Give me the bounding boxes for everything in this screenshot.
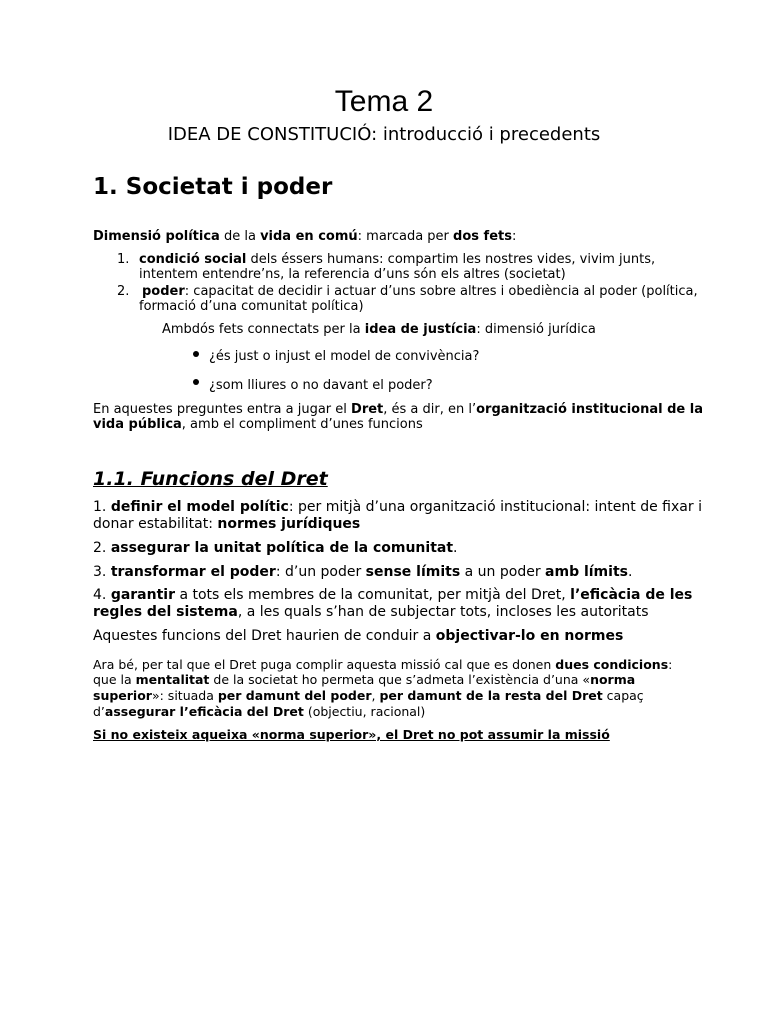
conditions-text: capaç [602, 688, 644, 703]
list-item-bold: condició social [139, 252, 247, 267]
conditions-text: (objectiu, racional) [303, 704, 426, 719]
conditions-bold: norma [590, 672, 636, 687]
conditions-bold: per damunt de la resta del Dret [379, 688, 603, 703]
conditions-text: de la societat ho permeta que s’admeta l’existència d’una « [209, 672, 591, 687]
function-item-4-continuation [93, 604, 649, 620]
section-heading-societat-poder: 1. Societat i poder [93, 174, 333, 200]
para-bold-vida-publica: vida pública [93, 417, 182, 432]
conditions-text: , [371, 688, 380, 703]
conditions-text: »: situada [151, 688, 218, 703]
conditions-text: : [668, 657, 673, 672]
bullet-dot-icon [193, 351, 199, 357]
function-text: a tots els membres de la comunitat, per mitjà del Dret, [175, 587, 571, 603]
para-text: , amb el compliment d’unes funcions [181, 417, 423, 432]
function-bold: normes jurídiques [217, 516, 361, 532]
para-bold-dret: Dret [351, 402, 384, 417]
conditions-bold: per damunt del poder [217, 688, 372, 703]
connected-text: : dimensió jurídica [476, 322, 596, 337]
function-text: : per mitjà d’una organització institucional: intent de fixar i [288, 499, 702, 515]
function-number: 1. [93, 499, 111, 515]
function-bold: transformar el poder [110, 564, 276, 580]
para-text: , és a dir, en l’ [383, 402, 477, 417]
conditions-text: Ara bé, per tal que el Dret puga complir aquesta missió cal que es donen [93, 657, 556, 672]
conditions-line3 [93, 688, 644, 703]
section-heading-funcions-dret: 1.1. Funcions del Dret [93, 468, 328, 490]
list-item-bold: poder [142, 284, 185, 299]
conditions-text: d’ [93, 704, 105, 719]
conditions-line4 [93, 704, 425, 719]
questions-paragraph-line2 [93, 417, 423, 432]
conclusion-bold: objectivar-lo en normes [435, 628, 624, 644]
list-item-number: 2. [117, 284, 130, 299]
function-item-3 [93, 564, 632, 580]
intro-bold-fets: dos fets [453, 229, 512, 244]
intro-text: : marcada per [357, 229, 454, 244]
conditions-bold: assegurar l’eficàcia del Dret [104, 704, 304, 719]
list-item-continuation: intentem entendre’ns, la referencia d’uns són els altres (societat) [139, 267, 566, 282]
function-text: : d’un poder [275, 564, 366, 580]
para-text: En aquestes preguntes entra a jugar el [93, 402, 352, 417]
conclusion-line [93, 628, 623, 644]
list-item [142, 284, 698, 299]
conclusion-text: Aquestes funcions del Dret haurien de conduir a [93, 628, 436, 644]
list-item-text: : capacitat de decidir i actuar d’uns sobre altres i obediència al poder (política, [184, 284, 698, 299]
intro-bold-vida: vida en comú [260, 229, 358, 244]
list-item-number: 1. [117, 252, 130, 267]
function-item-1-continuation [93, 516, 360, 532]
conditions-bold: dues condicions [555, 657, 669, 672]
conditions-line1 [93, 657, 672, 672]
function-bold: l’eficàcia de les [570, 587, 693, 603]
bullet-dot-icon [193, 379, 199, 385]
function-bold: garantir [110, 587, 175, 603]
function-bold: definir el model polític [110, 499, 289, 515]
function-bold: assegurar la unitat política de la comunitat [110, 540, 454, 556]
function-text: donar estabilitat: [93, 516, 218, 532]
conditions-bold: mentalitat [135, 672, 210, 687]
function-bold: regles del sistema [93, 604, 238, 620]
connected-text: Ambdós fets connectats per la [162, 322, 365, 337]
final-note: Si no existeix aqueixa «norma superior», el Dret no pot assumir la missió [93, 727, 610, 742]
para-bold-organitzacio: organització institucional de la [476, 402, 703, 417]
connected-bold: idea de justícia [364, 322, 477, 337]
function-text: a un poder [460, 564, 546, 580]
conditions-bold: superior [93, 688, 152, 703]
intro-line [93, 229, 516, 244]
intro-text: : [511, 229, 517, 244]
function-text: . [453, 540, 458, 556]
list-item-text: dels éssers humans: compartim les nostres vides, vivim junts, [246, 252, 656, 267]
conditions-text: que la [93, 672, 136, 687]
page-title: Tema 2 [334, 85, 434, 118]
function-item-2 [93, 540, 457, 556]
intro-bold-dimensio: Dimensió política [93, 229, 220, 244]
questions-paragraph-line1 [93, 402, 703, 417]
function-number: 3. [93, 564, 111, 580]
connected-line [162, 322, 596, 337]
list-item [139, 252, 655, 267]
function-item-4 [93, 587, 692, 603]
function-item-1 [93, 499, 702, 515]
list-item-continuation: formació d’una comunitat política) [139, 299, 364, 314]
function-number: 2. [93, 540, 111, 556]
conditions-line2 [93, 672, 635, 687]
bullet-item: ¿som lliures o no davant el poder? [209, 378, 433, 393]
function-bold: amb límits [545, 564, 628, 580]
bullet-item: ¿és just o injust el model de convivència? [209, 349, 480, 364]
function-text: , a les quals s’han de subjectar tots, incloses les autoritats [237, 604, 649, 620]
page-subtitle: IDEA DE CONSTITUCIÓ: introducció i precedents [167, 124, 601, 145]
function-bold: sense límits [365, 564, 461, 580]
function-text: . [627, 564, 633, 580]
intro-text: de la [219, 229, 261, 244]
function-number: 4. [93, 587, 111, 603]
